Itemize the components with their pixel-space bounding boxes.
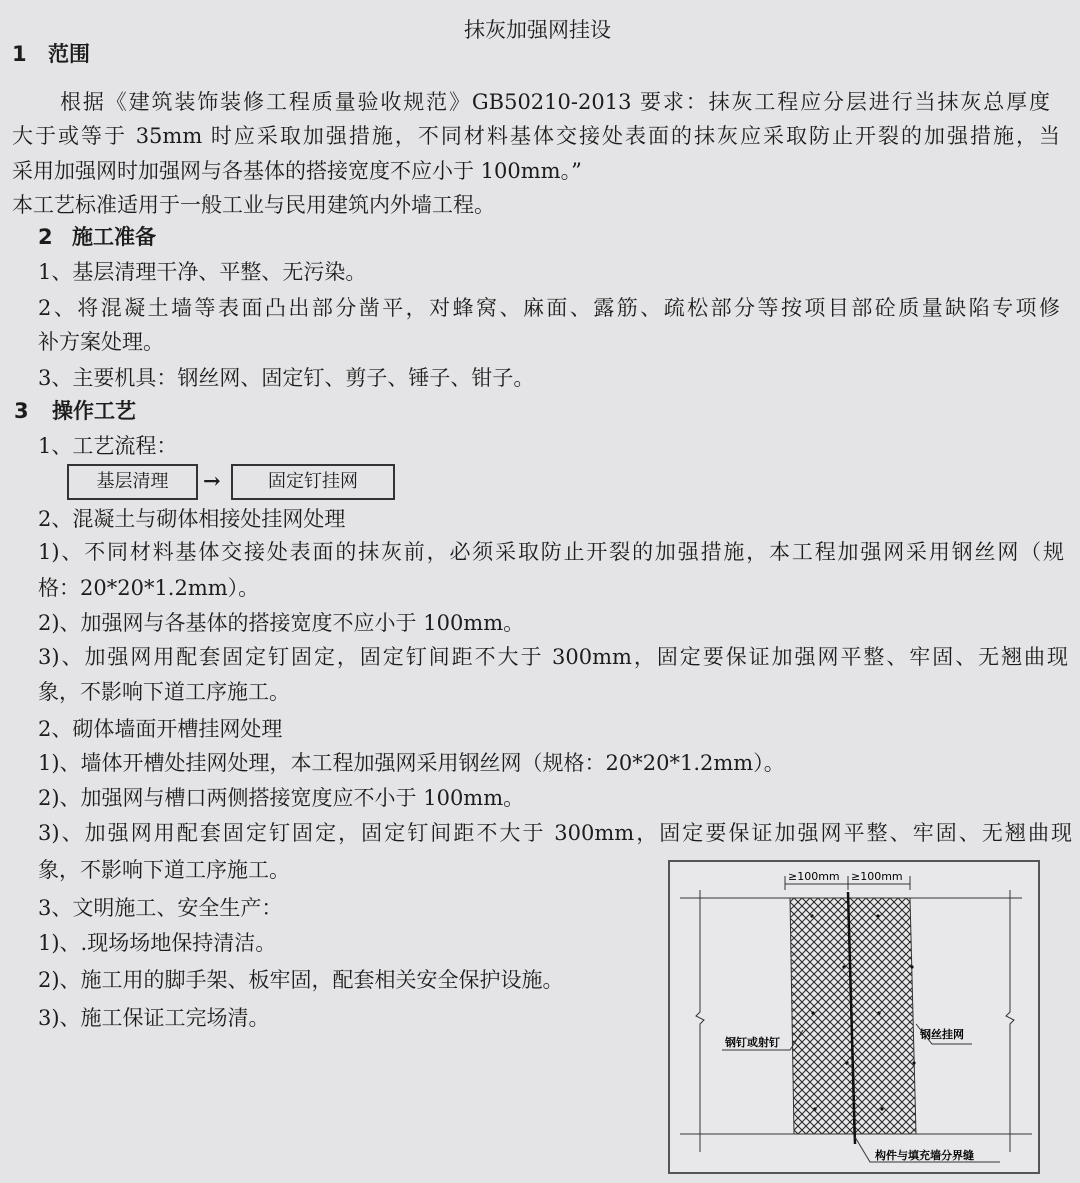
dim-left-label: ≥100mm	[788, 870, 840, 883]
paragraph-line: 大于或等于 35mm 时应采取加强措施，不同材料基体交接处表面的抹灰应采取防止开裂的加强措施，当	[12, 124, 1060, 148]
paragraph-line: 1)、墙体开槽处挂网处理，本工程加强网采用钢丝网（规格：20*20*1.2mm）。	[38, 751, 785, 775]
flow-step-2: 固定钉挂网	[231, 464, 395, 500]
paragraph-line: 采用加强网时加强网与各基体的搭接宽度不应小于 100mm。”	[12, 159, 582, 183]
section-3-number: 3	[14, 399, 29, 423]
joint-label: 构件与填充墙分界缝	[875, 1149, 974, 1162]
paragraph-line: 2、将混凝土墙等表面凸出部分凿平，对蜂窝、麻面、露筋、疏松部分等按项目部砼质量缺陷专项修	[38, 296, 1060, 320]
mesh-left	[790, 898, 854, 1134]
mesh-diagram-drawing	[670, 862, 1038, 1172]
mesh-right	[848, 898, 916, 1134]
paragraph-line: 根据《建筑装饰装修工程质量验收规范》GB50210-2013 要求：抹灰工程应分层进行当抹灰总厚度	[60, 90, 1050, 114]
paragraph-line: 2)、施工用的脚手架、板牢固，配套相关安全保护设施。	[38, 968, 564, 992]
paragraph-line: 3、文明施工、安全生产：	[38, 896, 283, 920]
flow-arrow-icon: →	[203, 468, 221, 493]
nail-label: 钢钉或射钉	[725, 1036, 780, 1049]
break-line-right	[1006, 890, 1014, 1152]
mesh-label: 钢丝挂网	[920, 1028, 964, 1041]
paragraph-line: 3)、加强网用配套固定钉固定，固定钉间距不大于 300mm，固定要保证加强网平整、牢固、无翘曲现	[38, 821, 1072, 845]
section-2-number: 2	[38, 225, 53, 249]
break-line-left	[696, 890, 704, 1152]
document-title: 抹灰加强网挂设	[464, 18, 611, 42]
paragraph-line: 3)、施工保证工完场清。	[38, 1006, 270, 1030]
paragraph-line: 2、混凝土与砌体相接处挂网处理	[38, 507, 346, 531]
section-1-number: 1	[12, 42, 27, 66]
paragraph-line: 3、主要机具：钢丝网、固定钉、剪子、锤子、钳子。	[38, 366, 535, 390]
paragraph-line: 2)、加强网与各基体的搭接宽度不应小于 100mm。	[38, 611, 525, 635]
flow-step-1: 基层清理	[67, 464, 198, 500]
paragraph-line: 3)、加强网用配套固定钉固定，固定钉间距不大于 300mm，固定要保证加强网平整、牢固、无翘曲现	[38, 645, 1068, 669]
paragraph-line: 格：20*20*1.2mm）。	[38, 576, 260, 600]
section-2-heading: 施工准备	[72, 225, 156, 249]
paragraph-line: 1、基层清理干净、平整、无污染。	[38, 260, 367, 284]
section-1-heading: 范围	[48, 42, 90, 66]
mesh-diagram	[668, 860, 1040, 1174]
flow-label: 1、工艺流程：	[38, 434, 178, 458]
paragraph-line: 象，不影响下道工序施工。	[38, 858, 290, 882]
paragraph-line: 2、砌体墙面开槽挂网处理	[38, 717, 283, 741]
paragraph-line: 1)、不同材料基体交接处表面的抹灰前，必须采取防止开裂的加强措施，本工程加强网采用钢丝网（规	[38, 540, 1064, 564]
paragraph-line: 1)、.现场场地保持清洁。	[38, 931, 277, 955]
paragraph-line: 2)、加强网与槽口两侧搭接宽度应不小于 100mm。	[38, 786, 525, 810]
dim-right-label: ≥100mm	[851, 870, 903, 883]
paragraph-line: 补方案处理。	[38, 330, 164, 354]
section-3-heading: 操作工艺	[52, 399, 136, 423]
paragraph-line: 本工艺标准适用于一般工业与民用建筑内外墙工程。	[12, 193, 495, 217]
paragraph-line: 象，不影响下道工序施工。	[38, 680, 290, 704]
